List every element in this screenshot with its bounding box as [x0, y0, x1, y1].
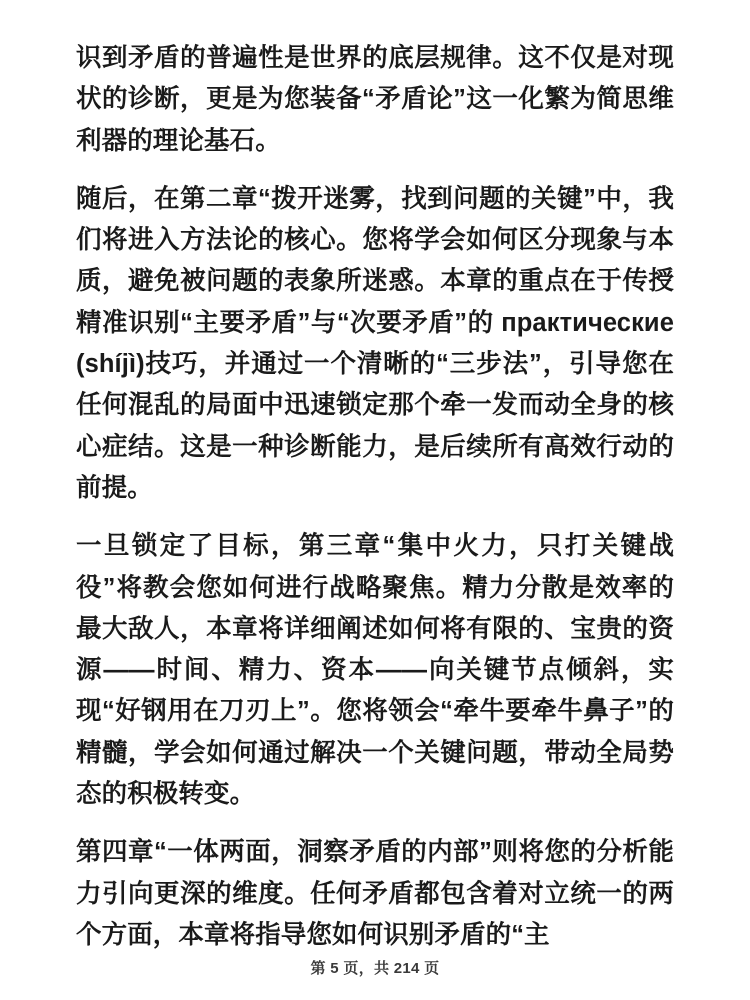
- document-body: [76, 38, 674, 956]
- paragraph: 一旦锁定了目标，第三章“集中火力，只打关键战役”将教会您如何进行战略聚焦。精力分散是效率的最大敌人，本章将详细阐述如何将有限的、宝贵的资源——时间、精力、资本——向关键节点倾斜，实现“好钢用在刀刃上”。您将领会“牵牛要牵牛鼻子”的精髓，学会如何通过解决一个关键问题，带动全局势态的积极转变。: [76, 532, 674, 809]
- paragraph: 随后，在第二章“拨开迷雾，找到问题的关键”中，我们将进入方法论的核心。您将学会如何区分现象与本质，避免被问题的表象所迷惑。本章的重点在于传授精准识别“主要矛盾”与“次要矛盾”的 практические (shíjì)技巧，并通过一个清晰的“三步法”，引导您在任何混乱的局面中迅速锁定那个牵一发而动全身的核心症结。这是一种诊断能力，是后续所有高效行动的前提。: [76, 184, 674, 502]
- paragraph: 识到矛盾的普遍性是世界的底层规律。这不仅是对现状的诊断，更是为您装备“矛盾论”这一化繁为简思维利器的理论基石。: [76, 44, 674, 155]
- page-footer: 第 5 页，共 214 页: [310, 960, 440, 977]
- paragraph: 第四章“一体两面，洞察矛盾的内部”则将您的分析能力引向更深的维度。任何矛盾都包含着对立统一的两个方面，本章将指导您如何识别矛盾的“主: [76, 838, 674, 949]
